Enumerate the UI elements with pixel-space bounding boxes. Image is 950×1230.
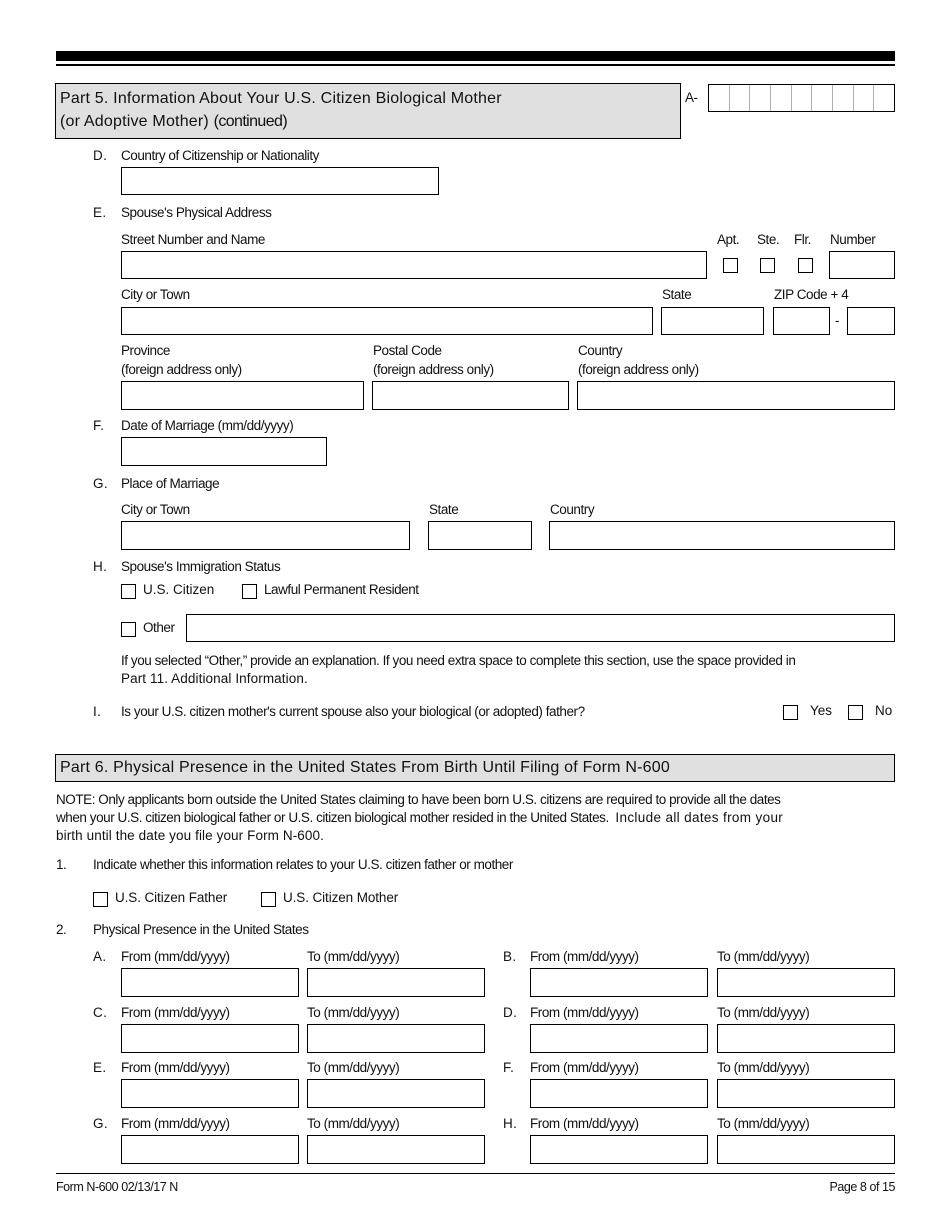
country-citizenship-label: Country of Citizenship or Nationality bbox=[121, 148, 319, 163]
us-citizen-checkbox[interactable] bbox=[121, 584, 136, 599]
period-from-label: From (mm/dd/yyyy) bbox=[121, 1116, 230, 1131]
spouse-father-question: Is your U.S. citizen mother's current spouse also your biological (or adopted) father? bbox=[121, 704, 585, 719]
street-label: Street Number and Name bbox=[121, 232, 265, 247]
q2-number: 2. bbox=[56, 922, 67, 937]
period-from-label: From (mm/dd/yyyy) bbox=[121, 949, 230, 964]
other-checkbox[interactable] bbox=[121, 622, 136, 637]
citizen-mother-label: U.S. Citizen Mother bbox=[283, 890, 399, 905]
zip-label: ZIP Code + 4 bbox=[774, 287, 849, 302]
number-label: Number bbox=[830, 232, 876, 247]
a-number-field[interactable] bbox=[708, 84, 895, 112]
top-thin-rule bbox=[56, 64, 895, 66]
other-label: Other bbox=[143, 620, 175, 635]
form-id: Form N-600 02/13/17 N bbox=[56, 1180, 178, 1194]
period-from-label: From (mm/dd/yyyy) bbox=[121, 1060, 230, 1075]
a-number-cell[interactable] bbox=[854, 85, 875, 111]
zip-input[interactable] bbox=[773, 307, 830, 335]
period-from-label: From (mm/dd/yyyy) bbox=[530, 1060, 639, 1075]
q2-label: Physical Presence in the United States bbox=[93, 922, 309, 937]
a-number-cell[interactable] bbox=[812, 85, 833, 111]
period-to-label: To (mm/dd/yyyy) bbox=[307, 1116, 400, 1131]
q1-label: Indicate whether this information relates to your U.S. citizen father or mother bbox=[93, 857, 513, 872]
citizen-mother-checkbox[interactable] bbox=[261, 892, 276, 907]
yes-checkbox[interactable] bbox=[783, 705, 798, 720]
no-checkbox[interactable] bbox=[848, 705, 863, 720]
period-to-input[interactable] bbox=[307, 968, 485, 997]
period-to-label: To (mm/dd/yyyy) bbox=[717, 949, 810, 964]
q1-number: 1. bbox=[56, 857, 67, 872]
period-from-input[interactable] bbox=[530, 968, 708, 997]
yes-label: Yes bbox=[810, 703, 833, 718]
marriage-country-input[interactable] bbox=[549, 521, 895, 550]
flr-label: Flr. bbox=[794, 232, 811, 247]
period-letter: D. bbox=[503, 1005, 518, 1020]
a-number-cell[interactable] bbox=[833, 85, 854, 111]
item-h-letter: H. bbox=[93, 559, 108, 574]
period-to-input[interactable] bbox=[717, 1024, 895, 1053]
part6-note-line1: NOTE: Only applicants born outside the United States claiming to have been born U.S. citizens are required to provide all the dates bbox=[56, 792, 781, 807]
ste-checkbox[interactable] bbox=[760, 258, 775, 273]
a-number-cell[interactable] bbox=[709, 85, 730, 111]
period-letter: B. bbox=[503, 949, 517, 964]
us-citizen-label: U.S. Citizen bbox=[143, 582, 215, 597]
part5-header bbox=[55, 83, 681, 139]
city-label: City or Town bbox=[121, 287, 190, 302]
part5-title-line2-text: (or Adoptive Mother) bbox=[60, 113, 209, 130]
period-from-input[interactable] bbox=[121, 1079, 299, 1108]
a-number-label: A- bbox=[685, 90, 698, 105]
top-thick-rule bbox=[56, 51, 895, 61]
other-note-line1: If you selected “Other,” provide an explanation. If you need extra space to complete this section, use the space provided in bbox=[121, 653, 796, 668]
period-letter: C. bbox=[93, 1005, 108, 1020]
state-label: State bbox=[662, 287, 692, 302]
province-input[interactable] bbox=[121, 381, 364, 410]
period-from-input[interactable] bbox=[530, 1079, 708, 1108]
period-to-input[interactable] bbox=[717, 1135, 895, 1164]
part6-title: Part 6. Physical Presence in the United States From Birth Until Filing of Form N-600 bbox=[60, 759, 670, 776]
citizen-father-label: U.S. Citizen Father bbox=[115, 890, 228, 905]
item-e-letter: E. bbox=[93, 205, 107, 220]
lpr-label: Lawful Permanent Resident bbox=[264, 582, 419, 597]
marriage-state-input[interactable] bbox=[428, 521, 532, 550]
citizen-father-checkbox[interactable] bbox=[93, 892, 108, 907]
marriage-state-label: State bbox=[429, 502, 459, 517]
part5-continued: (continued) bbox=[213, 113, 288, 130]
province-label: Province bbox=[121, 343, 170, 358]
street-input[interactable] bbox=[121, 251, 707, 279]
part6-note-line3: birth until the date you file your Form N-600. bbox=[56, 828, 324, 843]
no-label: No bbox=[875, 703, 893, 718]
period-letter: H. bbox=[503, 1116, 518, 1131]
marriage-date-input[interactable] bbox=[121, 437, 327, 466]
part6-note-line2b: Include all dates from your bbox=[615, 810, 784, 825]
period-from-label: From (mm/dd/yyyy) bbox=[530, 949, 639, 964]
unit-number-input[interactable] bbox=[829, 251, 895, 279]
period-letter: G. bbox=[93, 1116, 109, 1131]
flr-checkbox[interactable] bbox=[798, 258, 813, 273]
place-of-marriage-label: Place of Marriage bbox=[121, 476, 220, 491]
part6-note-line2a: when your U.S. citizen biological father or U.S. citizen biological mother resided in the United States. bbox=[56, 810, 609, 825]
marriage-country-label: Country bbox=[550, 502, 595, 517]
a-number-cell[interactable] bbox=[771, 85, 792, 111]
zip-plus4-input[interactable] bbox=[847, 307, 895, 335]
item-i-letter: I. bbox=[93, 704, 102, 719]
period-to-label: To (mm/dd/yyyy) bbox=[307, 1005, 400, 1020]
country-label: Country bbox=[578, 343, 623, 358]
period-to-input[interactable] bbox=[307, 1024, 485, 1053]
ste-label: Ste. bbox=[757, 232, 780, 247]
a-number-cell[interactable] bbox=[792, 85, 813, 111]
period-from-input[interactable] bbox=[121, 1135, 299, 1164]
period-to-label: To (mm/dd/yyyy) bbox=[717, 1116, 810, 1131]
period-from-label: From (mm/dd/yyyy) bbox=[530, 1116, 639, 1131]
country-input[interactable] bbox=[577, 381, 895, 410]
page-number: Page 8 of 15 bbox=[829, 1180, 895, 1194]
state-input[interactable] bbox=[661, 307, 764, 335]
immigration-status-label: Spouse's Immigration Status bbox=[121, 559, 281, 574]
period-from-input[interactable] bbox=[530, 1135, 708, 1164]
period-to-input[interactable] bbox=[307, 1135, 485, 1164]
a-number-cell[interactable] bbox=[730, 85, 751, 111]
a-number-cell[interactable] bbox=[750, 85, 771, 111]
period-letter: A. bbox=[93, 949, 107, 964]
item-g-letter: G. bbox=[93, 476, 109, 491]
footer-rule bbox=[56, 1173, 895, 1174]
country-citizenship-input[interactable] bbox=[121, 167, 439, 195]
country-sub: (foreign address only) bbox=[578, 362, 699, 377]
city-input[interactable] bbox=[121, 307, 653, 335]
period-to-label: To (mm/dd/yyyy) bbox=[307, 949, 400, 964]
period-from-label: From (mm/dd/yyyy) bbox=[530, 1005, 639, 1020]
item-f-letter: F. bbox=[93, 418, 105, 433]
lpr-checkbox[interactable] bbox=[242, 584, 257, 599]
period-from-input[interactable] bbox=[530, 1024, 708, 1053]
period-to-label: To (mm/dd/yyyy) bbox=[307, 1060, 400, 1075]
postal-label: Postal Code bbox=[373, 343, 442, 358]
period-to-input[interactable] bbox=[307, 1079, 485, 1108]
period-to-input[interactable] bbox=[717, 1079, 895, 1108]
marriage-date-label: Date of Marriage (mm/dd/yyyy) bbox=[121, 418, 294, 433]
marriage-city-input[interactable] bbox=[121, 521, 410, 550]
part5-title-line2 bbox=[60, 111, 287, 133]
period-from-input[interactable] bbox=[121, 1024, 299, 1053]
period-letter: E. bbox=[93, 1060, 107, 1075]
item-d-letter: D. bbox=[93, 148, 108, 163]
other-explanation-input[interactable] bbox=[186, 614, 895, 642]
postal-sub: (foreign address only) bbox=[373, 362, 494, 377]
part6-note-line2 bbox=[56, 809, 783, 826]
province-sub: (foreign address only) bbox=[121, 362, 242, 377]
period-to-label: To (mm/dd/yyyy) bbox=[717, 1060, 810, 1075]
part5-title-line1: Part 5. Information About Your U.S. Citizen Biological Mother bbox=[60, 90, 502, 107]
zip-dash: - bbox=[835, 313, 840, 328]
period-letter: F. bbox=[503, 1060, 515, 1075]
period-from-label: From (mm/dd/yyyy) bbox=[121, 1005, 230, 1020]
part6-header bbox=[55, 754, 895, 782]
spouse-address-label: Spouse's Physical Address bbox=[121, 205, 272, 220]
apt-label: Apt. bbox=[717, 232, 740, 247]
period-to-label: To (mm/dd/yyyy) bbox=[717, 1005, 810, 1020]
period-from-input[interactable] bbox=[121, 968, 299, 997]
period-to-input[interactable] bbox=[717, 968, 895, 997]
a-number-cell[interactable] bbox=[874, 85, 894, 111]
marriage-city-label: City or Town bbox=[121, 502, 190, 517]
postal-code-input[interactable] bbox=[372, 381, 569, 410]
apt-checkbox[interactable] bbox=[723, 258, 738, 273]
other-note-line2: Part 11. Additional Information. bbox=[121, 671, 308, 686]
